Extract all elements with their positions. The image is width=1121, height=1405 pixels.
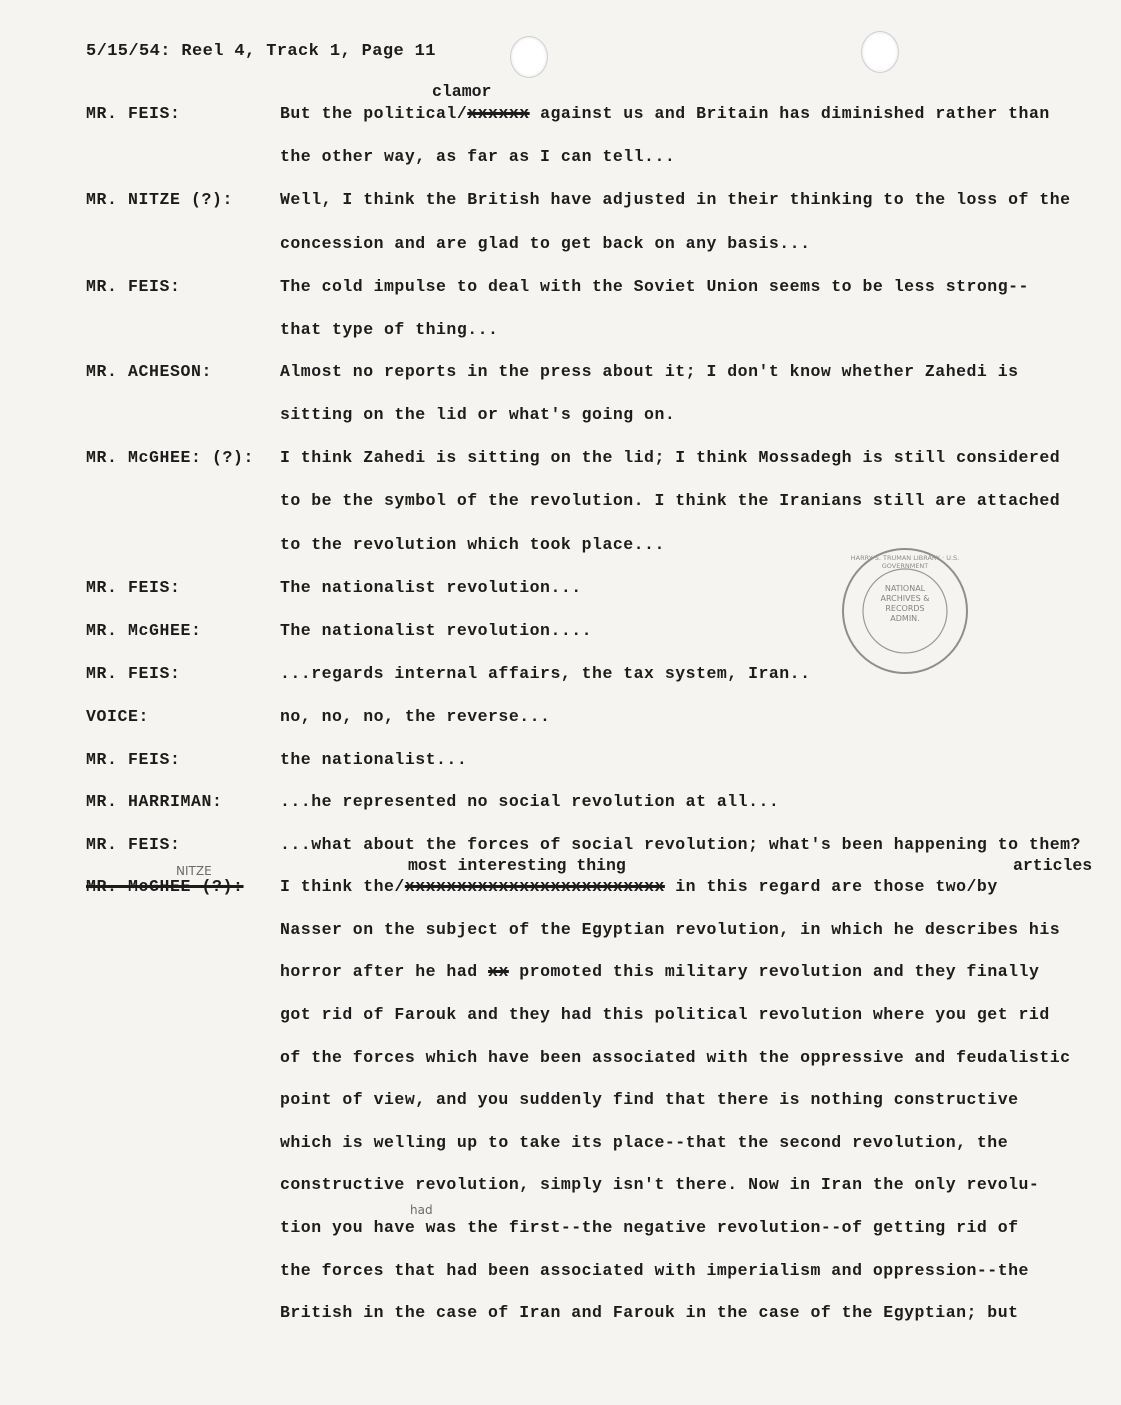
punch-hole-left — [510, 36, 548, 78]
transcript-line: The nationalist revolution.... — [280, 621, 593, 640]
transcript-line: point of view, and you suddenly find that there is nothing constructive — [280, 1090, 1019, 1109]
line-text: horror after he had — [280, 962, 478, 981]
transcript-line: no, no, no, the reverse... — [280, 707, 551, 726]
archive-stamp — [842, 548, 968, 674]
transcript-line: constructive revolution, simply isn't there. Now in Iran the only revolu- — [280, 1175, 1040, 1194]
stamp-center-text: NATIONAL ARCHIVES & RECORDS ADMIN. — [880, 584, 930, 623]
speaker-label: MR. FEIS: — [86, 578, 181, 597]
transcript-line: got rid of Farouk and they had this political revolution where you get rid — [280, 1005, 1050, 1024]
transcript-line: sitting on the lid or what's going on. — [280, 405, 676, 424]
transcript-line: ...regards internal affairs, the tax system, Iran.. — [280, 664, 811, 683]
struck-text: xxxxxxxxxxxxxxxxxxxxxxxxx — [404, 877, 665, 896]
speaker-label: MR. FEIS: — [86, 835, 181, 854]
insertion-clamor: clamor — [432, 82, 492, 101]
transcript-line: ...what about the forces of social revolution; what's been happening to them? — [280, 835, 1081, 854]
transcript-line: tion you have was the first--the negative revolution--of getting rid of — [280, 1218, 1019, 1237]
handwritten-had: had — [410, 1203, 433, 1217]
transcript-line: to the revolution which took place... — [280, 535, 665, 554]
speaker-label: MR. McGHEE: — [86, 621, 202, 640]
transcript-line: I think Zahedi is sitting on the lid; I think Mossadegh is still considered — [280, 448, 1061, 467]
speaker-label: MR. FEIS: — [86, 750, 181, 769]
transcript-line: The nationalist revolution... — [280, 578, 582, 597]
transcript-line: which is welling up to take its place--that the second revolution, the — [280, 1133, 1009, 1152]
transcript-line: The cold impulse to deal with the Soviet Union seems to be less strong-- — [280, 277, 1029, 296]
speaker-label-struck: MR. McGHEE (?): — [86, 877, 244, 896]
speaker-label: MR. FEIS: — [86, 277, 181, 296]
transcript-line: British in the case of Iran and Farouk in the case of the Egyptian; but — [280, 1303, 1019, 1322]
transcript-line: Almost no reports in the press about it; I don't know whether Zahedi is — [280, 362, 1019, 381]
transcript-line: ...he represented no social revolution at all... — [280, 792, 780, 811]
speaker-label: VOICE: — [86, 707, 150, 726]
transcript-line: of the forces which have been associated with the oppressive and feudalistic — [280, 1048, 1071, 1067]
speaker-label: MR. NITZE (?): — [86, 190, 234, 209]
transcript-line: to be the symbol of the revolution. I think the Iranians still are attached — [280, 491, 1061, 510]
speaker-label: MR. FEIS: — [86, 664, 181, 683]
transcript-line: Well, I think the British have adjusted in their thinking to the loss of the — [280, 190, 1071, 209]
page-header: 5/15/54: Reel 4, Track 1, Page 11 — [86, 42, 436, 61]
line-text: But the political/ — [280, 104, 468, 123]
struck-word: xx — [488, 962, 509, 981]
transcript-line: Nasser on the subject of the Egyptian revolution, in which he describes his — [280, 920, 1061, 939]
transcript-line — [280, 962, 1039, 981]
insertion-most-interesting-thing: most interesting thing — [408, 856, 626, 875]
line-text: against us and Britain has diminished rather than — [540, 104, 1050, 123]
transcript-line: the nationalist... — [280, 750, 468, 769]
insertion-articles: articles — [1013, 856, 1093, 875]
line-text: I think the/ — [280, 877, 405, 896]
speaker-label: MR. McGHEE: (?): — [86, 448, 255, 467]
transcript-line: the forces that had been associated with imperialism and oppression--the — [280, 1261, 1029, 1280]
line-text: in this regard are those two/by — [675, 877, 998, 896]
stamp-ring-text: HARRY S. TRUMAN LIBRARY · U.S. GOVERNMENT — [850, 554, 960, 570]
transcript-line: concession and are glad to get back on any basis... — [280, 234, 811, 253]
transcript-line: that type of thing... — [280, 320, 499, 339]
struck-word: xxxxxx — [467, 104, 530, 123]
transcript-line — [280, 877, 998, 896]
transcript-line — [280, 104, 1050, 123]
speaker-label: MR. HARRIMAN: — [86, 792, 223, 811]
handwritten-nitze: NITZE — [176, 864, 212, 878]
speaker-label: MR. FEIS: — [86, 104, 181, 123]
punch-hole-right — [861, 31, 899, 73]
line-text: promoted this military revolution and they finally — [519, 962, 1040, 981]
transcript-line: the other way, as far as I can tell... — [280, 147, 676, 166]
speaker-label: MR. ACHESON: — [86, 362, 213, 381]
